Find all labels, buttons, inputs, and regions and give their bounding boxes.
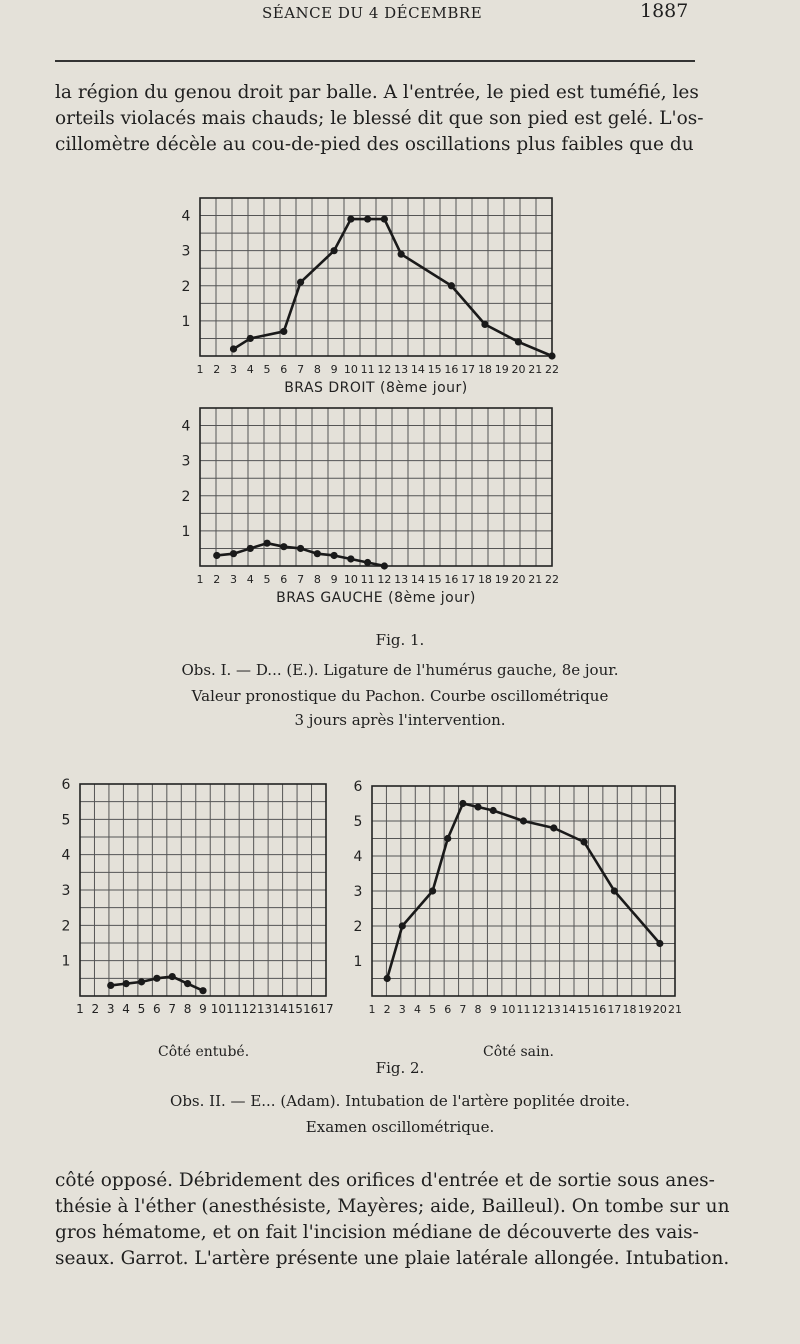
- x-tick-label: 15: [427, 363, 442, 376]
- fig1-caption-line: Valeur pronostique du Pachon. Courbe oscillométrique: [191, 687, 609, 705]
- page-number: 1887: [640, 0, 689, 22]
- x-tick-label: 2: [383, 1003, 391, 1016]
- fig1-caption-line: 3 jours après l'intervention.: [294, 711, 506, 729]
- x-axis-label: BRAS GAUCHE (8ème jour): [276, 590, 476, 606]
- x-tick-label: 10: [343, 363, 358, 376]
- x-tick-label: 18: [622, 1003, 637, 1016]
- data-point: [297, 545, 304, 552]
- x-tick-label: 11: [226, 1002, 242, 1016]
- data-point: [213, 552, 220, 559]
- data-point: [230, 550, 237, 557]
- x-tick-label: 10: [343, 573, 358, 586]
- data-point: [398, 251, 405, 258]
- x-tick-label: 5: [429, 1003, 437, 1016]
- x-tick-label: 22: [545, 363, 559, 376]
- data-point: [347, 555, 354, 562]
- x-tick-label: 3: [230, 363, 238, 376]
- fig1-caption-line: Obs. I. — D... (E.). Ligature de l'humérus gauche, 8e jour.: [181, 661, 619, 679]
- y-tick-label: 3: [181, 453, 191, 470]
- y-tick-label: 4: [61, 847, 71, 864]
- x-tick-label: 8: [313, 363, 321, 376]
- data-point: [330, 552, 337, 559]
- data-point: [399, 922, 406, 929]
- bottom-paragraph: [55, 1168, 730, 1272]
- fig2-caption-label: Fig. 2.: [375, 1059, 425, 1077]
- x-tick-label: 2: [213, 573, 221, 586]
- fig2-caption-line: Examen oscillométrique.: [305, 1118, 495, 1136]
- x-tick-label: 4: [246, 573, 254, 586]
- running-title: SÉANCE DU 4 DÉCEMBRE: [262, 4, 483, 22]
- y-tick-label: 4: [353, 849, 363, 865]
- data-point: [153, 975, 160, 982]
- x-tick-label: 9: [330, 573, 338, 586]
- x-tick-label: 18: [477, 363, 492, 376]
- fig2-caption-line: Obs. II. — E... (Adam). Intubation de l'artère poplitée droite.: [170, 1092, 630, 1110]
- data-point: [364, 215, 371, 222]
- x-tick-label: 16: [592, 1003, 607, 1016]
- x-tick-label: 12: [241, 1002, 257, 1016]
- data-point: [581, 838, 588, 845]
- x-tick-label: 2: [213, 363, 221, 376]
- data-point: [263, 540, 270, 547]
- data-point: [247, 545, 254, 552]
- x-tick-label: 13: [546, 1003, 561, 1016]
- data-point: [314, 550, 321, 557]
- y-tick-label: 2: [61, 918, 71, 935]
- text-line: orteils violacés mais chauds; le blessé dit que son pied est gelé. L'os-: [55, 108, 704, 129]
- data-point: [107, 982, 114, 989]
- y-tick-label: 5: [353, 814, 363, 830]
- y-tick-label: 2: [353, 919, 363, 935]
- data-point: [297, 279, 304, 286]
- x-tick-label: 18: [477, 573, 492, 586]
- x-tick-label: 3: [106, 1002, 115, 1016]
- x-tick-label: 4: [122, 1002, 130, 1016]
- x-tick-label: 17: [318, 1002, 334, 1016]
- text-line: cillomètre décèle au cou-de-pied des oscillations plus faibles que du: [55, 134, 694, 155]
- data-point: [515, 338, 522, 345]
- x-tick-label: 17: [461, 363, 476, 376]
- x-tick-label: 20: [511, 363, 526, 376]
- page-header: [0, 0, 800, 26]
- x-tick-label: 17: [607, 1003, 622, 1016]
- x-tick-label: 1: [196, 573, 204, 586]
- x-tick-label: 16: [444, 573, 459, 586]
- data-point: [280, 328, 287, 335]
- data-point: [520, 817, 527, 824]
- data-point: [123, 980, 130, 987]
- text-line: la région du genou droit par balle. A l'entrée, le pied est tuméfié, les: [55, 82, 699, 103]
- x-tick-label: 7: [297, 573, 305, 586]
- x-tick-label: 5: [137, 1002, 146, 1016]
- x-tick-label: 7: [297, 363, 305, 376]
- y-tick-label: 3: [353, 884, 363, 900]
- y-tick-label: 1: [181, 313, 191, 330]
- x-tick-label: 11: [360, 573, 375, 586]
- x-tick-label: 13: [394, 363, 409, 376]
- y-tick-label: 6: [61, 777, 71, 793]
- y-tick-label: 6: [353, 779, 363, 795]
- x-tick-label: 21: [528, 363, 543, 376]
- x-tick-label: 6: [280, 573, 288, 586]
- chart-cote-entube: [62, 777, 334, 1016]
- x-tick-label: 20: [511, 573, 526, 586]
- x-tick-label: 7: [168, 1002, 177, 1016]
- x-tick-label: 6: [153, 1002, 161, 1016]
- data-point: [199, 987, 206, 994]
- y-tick-label: 3: [181, 243, 191, 260]
- x-tick-label: 12: [531, 1003, 546, 1016]
- data-point: [481, 321, 488, 328]
- x-tick-label: 9: [199, 1002, 207, 1016]
- x-tick-label: 14: [410, 363, 425, 376]
- data-point: [169, 973, 176, 980]
- y-tick-label: 2: [181, 278, 191, 295]
- data-point: [330, 247, 337, 254]
- y-tick-label: 3: [61, 883, 71, 899]
- header-rule: [55, 60, 695, 62]
- data-point: [184, 980, 191, 987]
- data-point: [247, 335, 254, 342]
- figure-2: [0, 760, 800, 1050]
- x-tick-label: 21: [528, 573, 543, 586]
- x-tick-label: 21: [668, 1003, 682, 1016]
- y-tick-label: 1: [181, 523, 191, 540]
- x-tick-label: 1: [76, 1002, 84, 1016]
- data-point: [429, 887, 436, 894]
- data-point: [364, 559, 371, 566]
- x-tick-label: 6: [444, 1003, 452, 1016]
- x-tick-label: 5: [263, 363, 271, 376]
- y-tick-label: 5: [61, 812, 71, 829]
- y-tick-label: 1: [353, 954, 363, 970]
- x-tick-label: 7: [459, 1003, 467, 1016]
- y-tick-label: 1: [61, 953, 71, 970]
- x-tick-label: 9: [330, 363, 338, 376]
- x-tick-label: 1: [368, 1003, 376, 1016]
- data-point: [381, 562, 388, 569]
- x-tick-label: 15: [577, 1003, 592, 1016]
- fig2-right-label: Côté sain.: [483, 1044, 554, 1060]
- x-tick-label: 13: [256, 1002, 273, 1016]
- data-point: [474, 803, 481, 810]
- x-tick-label: 8: [183, 1002, 192, 1016]
- x-tick-label: 12: [377, 363, 392, 376]
- x-tick-label: 16: [444, 363, 459, 376]
- x-tick-label: 9: [489, 1003, 497, 1016]
- x-tick-label: 14: [272, 1002, 288, 1016]
- x-tick-label: 11: [516, 1003, 531, 1016]
- x-tick-label: 14: [410, 573, 425, 586]
- data-point: [280, 543, 287, 550]
- data-point: [230, 345, 237, 352]
- figure-1: [0, 180, 800, 620]
- data-point: [448, 282, 455, 289]
- fig2-left-label: Côté entubé.: [158, 1044, 250, 1060]
- data-point: [138, 978, 145, 985]
- x-tick-label: 4: [246, 363, 254, 376]
- x-tick-label: 10: [210, 1002, 227, 1016]
- x-tick-label: 22: [545, 573, 559, 586]
- data-point: [550, 824, 557, 831]
- x-tick-label: 6: [280, 363, 288, 376]
- x-tick-label: 19: [637, 1003, 652, 1016]
- data-point: [384, 975, 391, 982]
- data-point: [611, 887, 618, 894]
- x-tick-label: 8: [474, 1003, 482, 1016]
- x-tick-label: 13: [394, 573, 409, 586]
- fig1-caption-label: Fig. 1.: [375, 631, 425, 649]
- x-tick-label: 15: [427, 573, 442, 586]
- data-point: [381, 215, 388, 222]
- y-tick-label: 4: [181, 418, 191, 435]
- data-point: [548, 352, 555, 359]
- text-line: côté opposé. Débridement des orifices d'entrée et de sortie sous anes-: [55, 1170, 715, 1191]
- x-tick-label: 11: [360, 363, 375, 376]
- x-tick-label: 10: [501, 1003, 516, 1016]
- data-point: [490, 807, 497, 814]
- data-point: [459, 800, 466, 807]
- x-tick-label: 16: [302, 1002, 319, 1016]
- data-point: [656, 940, 663, 947]
- text-line: gros hématome, et on fait l'incision médiane de découverte des vais-: [55, 1222, 699, 1243]
- x-axis-label: BRAS DROIT (8ème jour): [284, 380, 468, 396]
- x-tick-label: 2: [91, 1002, 100, 1016]
- text-line: thésie à l'éther (anesthésiste, Mayères; aide, Bailleul). On tombe sur un: [55, 1196, 730, 1217]
- chart-bras-gauche: [182, 408, 559, 606]
- text-line: seaux. Garrot. L'artère présente une plaie latérale allongée. Intubation.: [55, 1248, 730, 1269]
- y-tick-label: 2: [181, 488, 191, 505]
- chart-bras-droit: [182, 198, 559, 396]
- chart-cote-sain: [354, 779, 682, 1016]
- x-tick-label: 17: [461, 573, 476, 586]
- x-tick-label: 20: [652, 1003, 667, 1016]
- y-tick-label: 4: [181, 208, 191, 225]
- x-tick-label: 19: [494, 363, 509, 376]
- x-tick-label: 5: [263, 573, 271, 586]
- x-tick-label: 3: [398, 1003, 406, 1016]
- data-point: [444, 835, 451, 842]
- x-tick-label: 15: [287, 1002, 303, 1016]
- x-tick-label: 1: [196, 363, 204, 376]
- x-tick-label: 8: [313, 573, 321, 586]
- x-tick-label: 4: [413, 1003, 421, 1016]
- data-point: [347, 215, 354, 222]
- x-tick-label: 14: [561, 1003, 576, 1016]
- x-tick-label: 12: [377, 573, 392, 586]
- x-tick-label: 3: [230, 573, 238, 586]
- top-paragraph: [55, 80, 704, 158]
- x-tick-label: 19: [494, 573, 509, 586]
